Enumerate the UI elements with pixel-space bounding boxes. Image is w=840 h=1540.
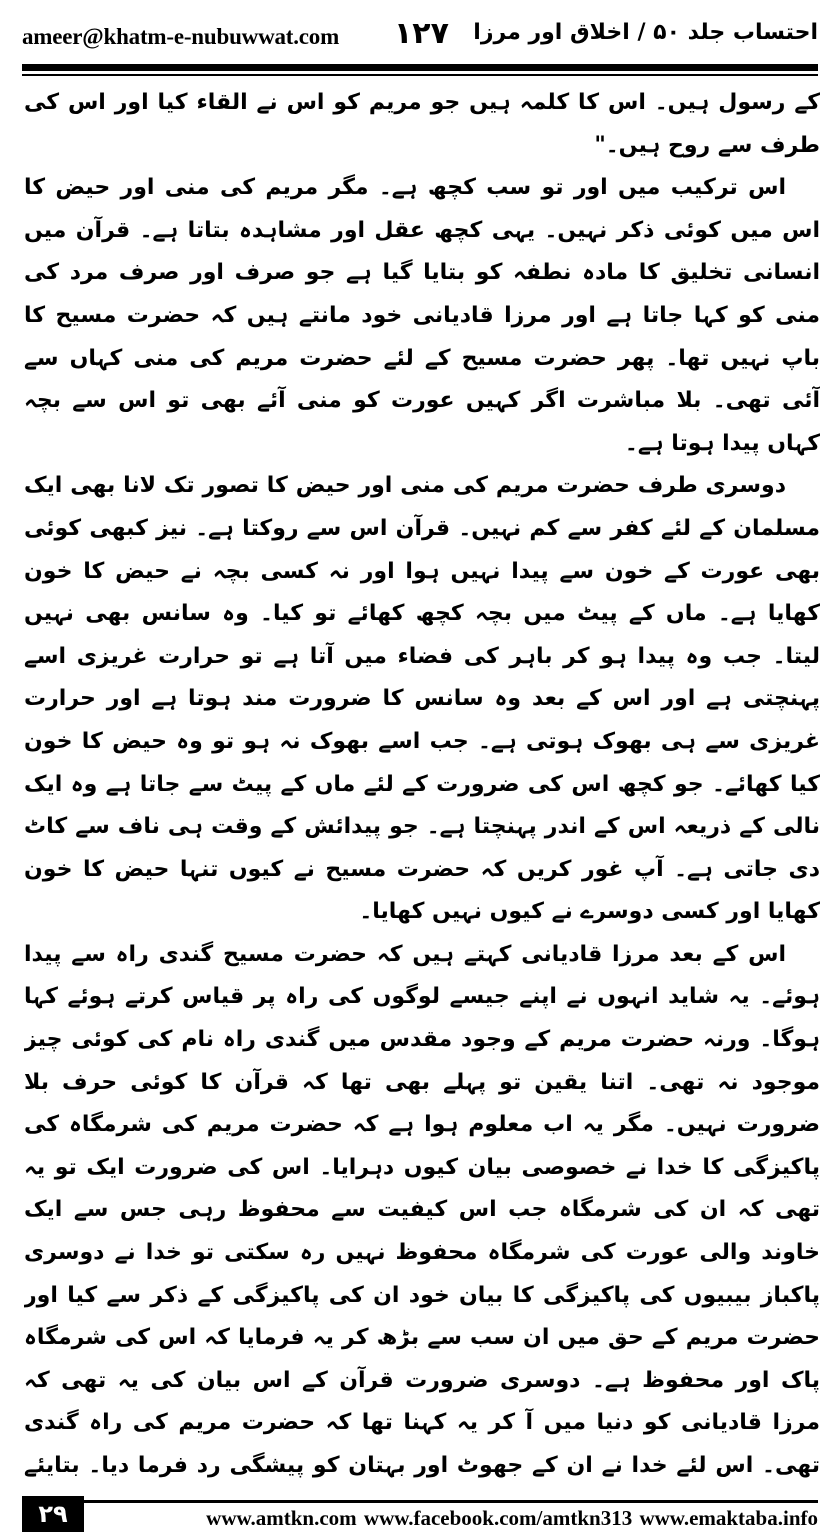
header-page-number: ۱۲۷ (394, 16, 449, 51)
header-divider-thin (22, 74, 818, 76)
footer-divider (84, 1500, 818, 1503)
paragraph: اس ترکیب میں اور تو سب کچھ ہے۔ مگر مریم کی منی اور حیض کا اس میں کوئی ذکر نہیں۔ یہی کچھ عقل اور مشاہدہ بتاتا ہے۔ قرآن میں انسانی تخلیق کا مادہ نطفہ کو بتایا گیا ہے جو صرف اور صرف مرد کی منی کو کہا جاتا ہے اور مرزا قادیانی خود مانتے ہیں کہ حضرت مسیح کا باپ نہیں تھا۔ پھر حضرت مسیح کے لئے حضرت مریم کی منی کہاں سے آئی تھی۔ بلا مباشرت اگر کہیں عورت کو منی آئے بھی تو اس سے بچہ کہاں پیدا ہوتا ہے۔ (24, 175, 820, 456)
page-header (22, 14, 818, 58)
header-title: احتساب جلد ۵۰ / اخلاق اور مرزا (473, 20, 818, 45)
body-text (24, 82, 820, 1482)
paragraph: اس کے بعد مرزا قادیانی کہتے ہیں کہ حضرت مسیح گندی راہ سے پیدا ہوئے۔ یہ شاید انہوں نے اپنے جیسے لوگوں کی راہ پر قیاس کرتے ہوئے کہا ہوگا۔ ورنہ حضرت مریم کے وجود مقدس میں گندی راہ نام کی کوئی چیز موجود نہ تھی۔ اتنا یقین تو پہلے بھی تھا کہ قرآن کا کوئی حرف بلا ضرورت نہیں۔ مگر یہ اب معلوم ہوا ہے کہ حضرت مریم کی شرمگاہ کی پاکیزگی کا خدا نے خصوصی بیان کیوں دہرایا۔ اس کی ضرورت ایک تو یہ تھی کہ ان کی شرمگاہ جب اس کیفیت سے محفوظ رہی جس سے ایک خاوند والی عورت کی شرمگاہ محفوظ نہیں رہ سکتی تو خدا نے دوسری پاکباز بیبیوں کی پاکیزگی کا بیان خود ان کی پاکیزگی کے ذکر سے کیا اور حضرت مریم کے حق میں ان سب سے بڑھ کر یہ فرمایا کہ اس کی شرمگاہ پاک اور محفوظ ہے۔ دوسری ضرورت قرآن کے اس بیان کی یہ تھی کہ مرزا قادیانی کو دنیا میں آ کر یہ کہنا تھا کہ حضرت مریم کی راہ گندی تھی۔ اس لئے خدا نے ان کے جھوٹ اور بہتان کو پیشگی رد فرما دیا۔ بتایئے (24, 941, 820, 1478)
footer-links: www.amtkn.com www.facebook.com/amtkn313 www.emaktaba.info (206, 1506, 818, 1530)
header-email: ameer@khatm-e-nubuwwat.com (22, 24, 340, 49)
paragraph: دوسری طرف حضرت مریم کی منی اور حیض کا تصور تک لانا بھی ایک مسلمان کے لئے کفر سے کم نہیں۔ قرآن اس سے روکتا ہے۔ نیز کبھی کوئی بھی عورت کے خون سے پیدا نہیں ہوا اور نہ کسی بچہ نے حیض کا خون کھایا ہے۔ ماں کے پیٹ میں بچہ کچھ کھائے تو کیا۔ وہ سانس بھی نہیں لیتا۔ جب وہ پیدا ہو کر باہر کی فضاء میں آتا ہے تو حرارت غریزی اسے پہنچتی ہے اور اس کے بعد وہ سانس کا ضرورت مند ہوتا ہے اور حرارت غریزی سے ہی بھوک ہوتی ہے۔ جب اسے بھوک نہ ہو تو وہ حیض کا خون کیا کھائے۔ جو کچھ اس کی ضرورت کے لئے ماں کے پیٹ سے جاتا ہے وہ ایک نالی کے ذریعہ اس کے اندر پہنچتا ہے۔ جو پیدائش کے وقت ہی ناف سے کاٹ دی جاتی ہے۔ آپ غور کریں کہ حضرت مسیح نے کیوں تنہا حیض کا خون کھایا اور کسی دوسرے نے کیوں نہیں کھایا۔ (24, 473, 820, 925)
footer-page-number: ۲۹ (22, 1496, 84, 1532)
header-divider (22, 64, 818, 71)
paragraph-continuation: کے رسول ہیں۔ اس کا کلمہ ہیں جو مریم کو اس نے القاء کیا اور اس کی طرف سے روح ہیں۔" (24, 90, 820, 158)
